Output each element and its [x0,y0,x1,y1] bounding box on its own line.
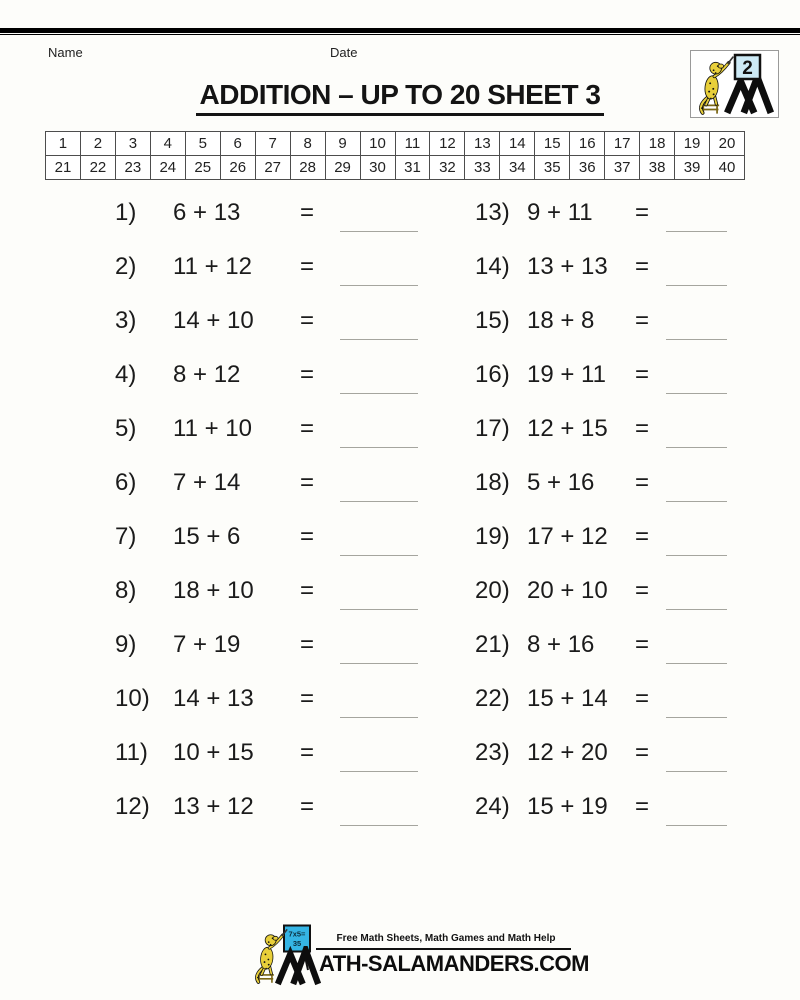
footer-divider [316,948,571,950]
page-title: ADDITION – UP TO 20 SHEET 3 [196,79,605,116]
grid-cell: 32 [430,156,465,180]
answer-blank[interactable] [340,555,418,556]
equals-sign: = [300,469,315,496]
problem-number: 23) [475,739,510,766]
problem-number: 19) [475,523,510,550]
answer-blank[interactable] [340,393,418,394]
problem-row [475,348,727,402]
problem-expression: 8 + 12 [173,361,241,388]
answer-blank[interactable] [340,663,418,664]
equals-sign: = [300,685,315,712]
footer-tagline: Free Math Sheets, Math Games and Math Help [336,933,556,944]
problem-row [115,348,418,402]
problem-expression: 15 + 19 [527,793,608,820]
grid-cell: 26 [221,156,256,180]
grid-cell: 39 [675,156,710,180]
problem-row [115,726,418,780]
problem-expression: 7 + 19 [173,631,241,658]
answer-blank[interactable] [340,447,418,448]
grid-cell: 33 [465,156,500,180]
grid-cell: 9 [326,132,361,156]
problem-expression: 13 + 12 [173,793,254,820]
grid-cell: 3 [116,132,151,156]
problem-row [475,564,727,618]
problem-expression: 15 + 6 [173,523,241,550]
grid-cell: 6 [221,132,256,156]
name-label: Name [48,45,83,60]
equals-sign: = [635,577,650,604]
problem-expression: 7 + 14 [173,469,241,496]
answer-blank[interactable] [666,231,727,232]
problem-number: 11) [115,739,148,766]
answer-blank[interactable] [666,339,727,340]
problem-number: 18) [475,469,510,496]
answer-blank[interactable] [340,717,418,718]
grid-cell: 35 [535,156,570,180]
grid-cell: 15 [535,132,570,156]
grid-cell: 21 [46,156,81,180]
math-board-line2: 35 [292,939,302,948]
answer-blank[interactable] [666,555,727,556]
problem-expression: 13 + 13 [527,253,608,280]
problem-expression: 20 + 10 [527,577,608,604]
problem-expression: 14 + 13 [173,685,254,712]
problems-column-right [475,186,727,834]
equals-sign: = [300,253,315,280]
number-reference-grid [45,131,745,180]
equals-sign: = [300,523,315,550]
answer-blank[interactable] [340,501,418,502]
grid-cell: 27 [256,156,291,180]
problem-number: 16) [475,361,510,388]
answer-blank[interactable] [666,825,727,826]
equals-sign: = [300,307,315,334]
problem-number: 21) [475,631,510,658]
problem-expression: 11 + 12 [173,253,252,280]
problem-row [475,456,727,510]
problem-row [115,294,418,348]
equals-sign: = [300,793,315,820]
problem-number: 10) [115,685,150,712]
problem-row [115,240,418,294]
footer-site-name: ATH-SALAMANDERS.COM [319,951,589,976]
answer-blank[interactable] [666,447,727,448]
equals-sign: = [635,415,650,442]
problem-row [115,618,418,672]
grid-cell: 1 [46,132,81,156]
grid-cell: 18 [640,132,675,156]
equals-sign: = [635,523,650,550]
answer-blank[interactable] [340,771,418,772]
answer-blank[interactable] [340,231,418,232]
grid-cell: 10 [361,132,396,156]
answer-blank[interactable] [666,717,727,718]
answer-blank[interactable] [666,609,727,610]
grid-cell: 37 [605,156,640,180]
date-label: Date [330,45,358,60]
problem-row [475,780,727,834]
grid-cell: 34 [500,156,535,180]
grid-cell: 7 [256,132,291,156]
footer-logo-icon [250,924,328,988]
equals-sign: = [300,631,315,658]
problem-expression: 6 + 13 [173,199,241,226]
problem-row [115,510,418,564]
grid-cell: 30 [361,156,396,180]
answer-blank[interactable] [666,501,727,502]
answer-blank[interactable] [666,393,727,394]
problem-expression: 19 + 11 [527,361,606,388]
problem-expression: 8 + 16 [527,631,595,658]
problem-expression: 12 + 15 [527,415,608,442]
equals-sign: = [300,415,315,442]
answer-blank[interactable] [666,771,727,772]
problem-row [115,780,418,834]
equals-sign: = [635,685,650,712]
grid-cell: 12 [430,132,465,156]
grid-cell: 20 [710,132,745,156]
problem-row [475,672,727,726]
grid-cell: 16 [570,132,605,156]
problem-row [115,564,418,618]
equals-sign: = [635,793,650,820]
answer-blank[interactable] [666,285,727,286]
problem-row [115,186,418,240]
equals-sign: = [300,577,315,604]
problem-number: 3) [115,307,137,334]
grid-cell: 13 [465,132,500,156]
problem-number: 17) [475,415,510,442]
problem-row [475,402,727,456]
problem-number: 8) [115,577,137,604]
problem-number: 9) [115,631,137,658]
problem-expression: 17 + 12 [527,523,608,550]
problem-expression: 9 + 11 [527,199,593,226]
problem-row [475,510,727,564]
problem-number: 13) [475,199,510,226]
problem-number: 14) [475,253,510,280]
title-row [0,79,800,116]
equals-sign: = [635,361,650,388]
answer-blank[interactable] [666,663,727,664]
problem-row [475,240,727,294]
problem-number: 2) [115,253,137,280]
answer-blank[interactable] [340,609,418,610]
answer-blank[interactable] [340,339,418,340]
grid-cell: 25 [186,156,221,180]
grid-cell: 31 [396,156,431,180]
problems-column-left [115,186,418,834]
problem-row [475,186,727,240]
grid-cell: 5 [186,132,221,156]
equals-sign: = [300,739,315,766]
problem-expression: 18 + 10 [173,577,254,604]
equals-sign: = [300,199,315,226]
answer-blank[interactable] [340,825,418,826]
problem-expression: 15 + 14 [527,685,608,712]
problem-number: 4) [115,361,137,388]
problem-expression: 5 + 16 [527,469,595,496]
grid-cell: 23 [116,156,151,180]
equals-sign: = [635,631,650,658]
equals-sign: = [635,199,650,226]
grid-cell: 4 [151,132,186,156]
grid-cell: 14 [500,132,535,156]
problem-number: 7) [115,523,137,550]
grid-cell: 24 [151,156,186,180]
problem-row [475,294,727,348]
problem-number: 1) [115,199,137,226]
problem-number: 20) [475,577,510,604]
grid-cell: 17 [605,132,640,156]
problem-expression: 11 + 10 [173,415,252,442]
equals-sign: = [635,469,650,496]
problem-row [115,672,418,726]
number-card-value: 2 [742,58,753,79]
equals-sign: = [635,307,650,334]
footer [250,922,589,994]
problem-row [115,402,418,456]
problem-expression: 12 + 20 [527,739,608,766]
grid-cell: 36 [570,156,605,180]
equals-sign: = [635,253,650,280]
top-divider [0,28,800,35]
problem-number: 24) [475,793,510,820]
problem-row [475,618,727,672]
problem-number: 22) [475,685,510,712]
problem-expression: 14 + 10 [173,307,254,334]
grid-cell: 8 [291,132,326,156]
m-logo-icon [278,950,318,984]
problem-row [475,726,727,780]
grid-cell: 2 [81,132,116,156]
grid-cell: 28 [291,156,326,180]
problem-number: 5) [115,415,137,442]
answer-blank[interactable] [340,285,418,286]
grid-cell: 22 [81,156,116,180]
problem-number: 12) [115,793,150,820]
problem-number: 15) [475,307,510,334]
equals-sign: = [635,739,650,766]
grid-cell: 40 [710,156,745,180]
problem-row [115,456,418,510]
grid-cell: 29 [326,156,361,180]
problem-expression: 10 + 15 [173,739,254,766]
equals-sign: = [300,361,315,388]
grid-cell: 19 [675,132,710,156]
grid-cell: 11 [396,132,431,156]
grid-cell: 38 [640,156,675,180]
problem-expression: 18 + 8 [527,307,595,334]
math-board-line1: 7x5= [288,929,306,939]
problem-number: 6) [115,469,137,496]
